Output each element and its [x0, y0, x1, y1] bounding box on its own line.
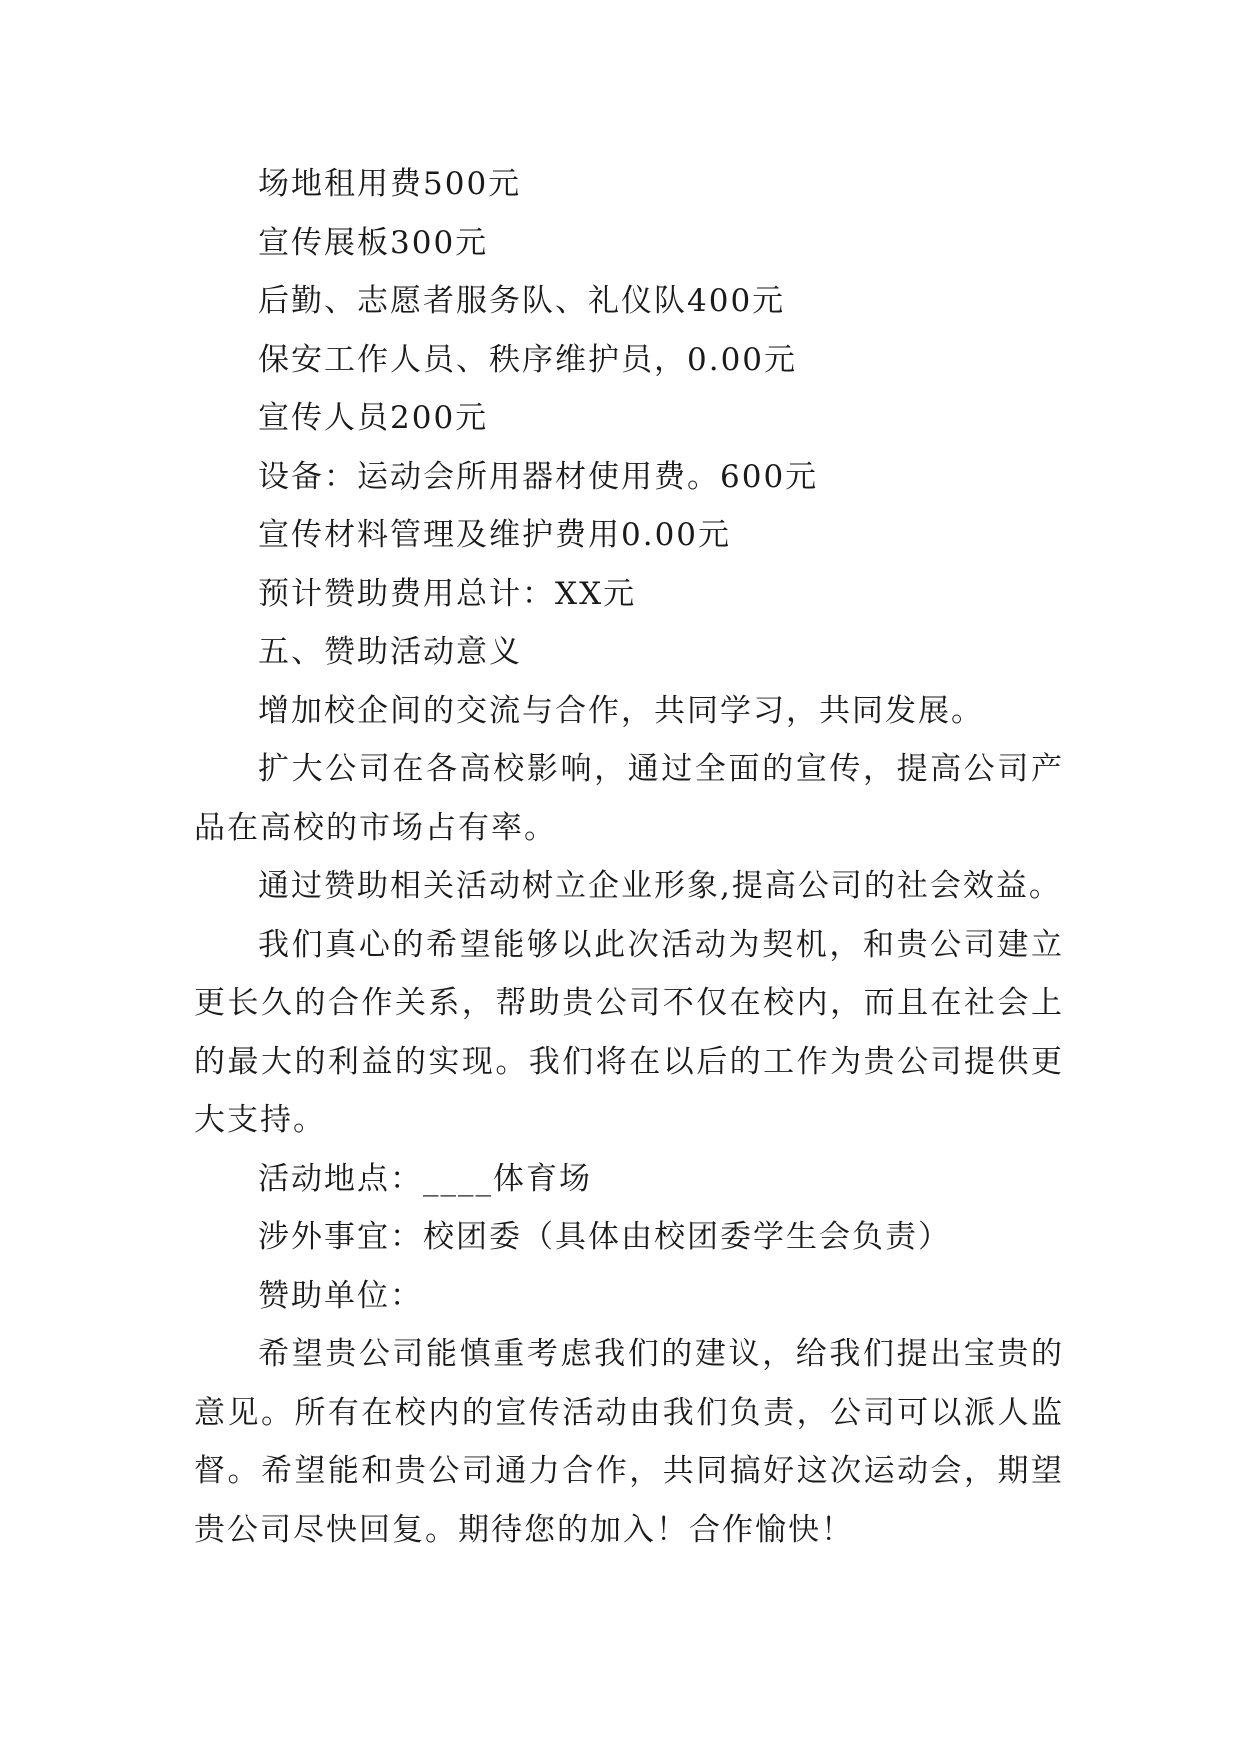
section-heading-significance: 五、赞助活动意义 [258, 634, 522, 670]
budget-logistics-volunteers: 后勤、志愿者服务队、礼仪队400元 [258, 283, 786, 319]
budget-total: 预计赞助费用总计：XX元 [258, 575, 637, 612]
significance-influence: 扩大公司在各高校影响，通过全面的宣传，提高公司产品在高校的市场占有率。 [194, 751, 1064, 846]
budget-display-boards: 宣传展板300元 [258, 224, 489, 261]
document-body [194, 155, 1064, 1559]
budget-publicity-staff: 宣传人员200元 [258, 400, 489, 436]
closing-paragraph: 希望贵公司能慎重考虑我们的建议，给我们提出宝贵的意见。所有在校内的宣传活动由我们负责，公司可以派人监督。希望能和贵公司通力合作，共同搞好这次运动会，期望贵公司尽快回复。期待您的加入！合作愉快！ [194, 1336, 1064, 1548]
event-location: 活动地点：____体育场 [258, 1160, 592, 1197]
significance-exchange: 增加校企间的交流与合作，共同学习，共同发展。 [258, 692, 984, 729]
budget-materials-maintenance: 宣传材料管理及维护费用0.00元 [258, 517, 732, 553]
significance-image: 通过赞助相关活动树立企业形象,提高公司的社会效益。 [258, 868, 1062, 904]
external-affairs: 涉外事宜：校团委（具体由校团委学生会负责） [258, 1219, 951, 1255]
budget-security-staff: 保安工作人员、秩序维护员，0.00元 [258, 341, 798, 378]
cooperation-hope: 我们真心的希望能够以此次活动为契机，和贵公司建立更长久的合作关系，帮助贵公司不仅在校内，而且在社会上的最大的利益的实现。我们将在以后的工作为贵公司提供更大支持。 [194, 926, 1064, 1138]
sponsor-unit: 赞助单位： [258, 1277, 423, 1314]
budget-equipment: 设备：运动会所用器材使用费。600元 [258, 458, 819, 495]
budget-venue-rental: 场地租用费500元 [258, 166, 522, 202]
